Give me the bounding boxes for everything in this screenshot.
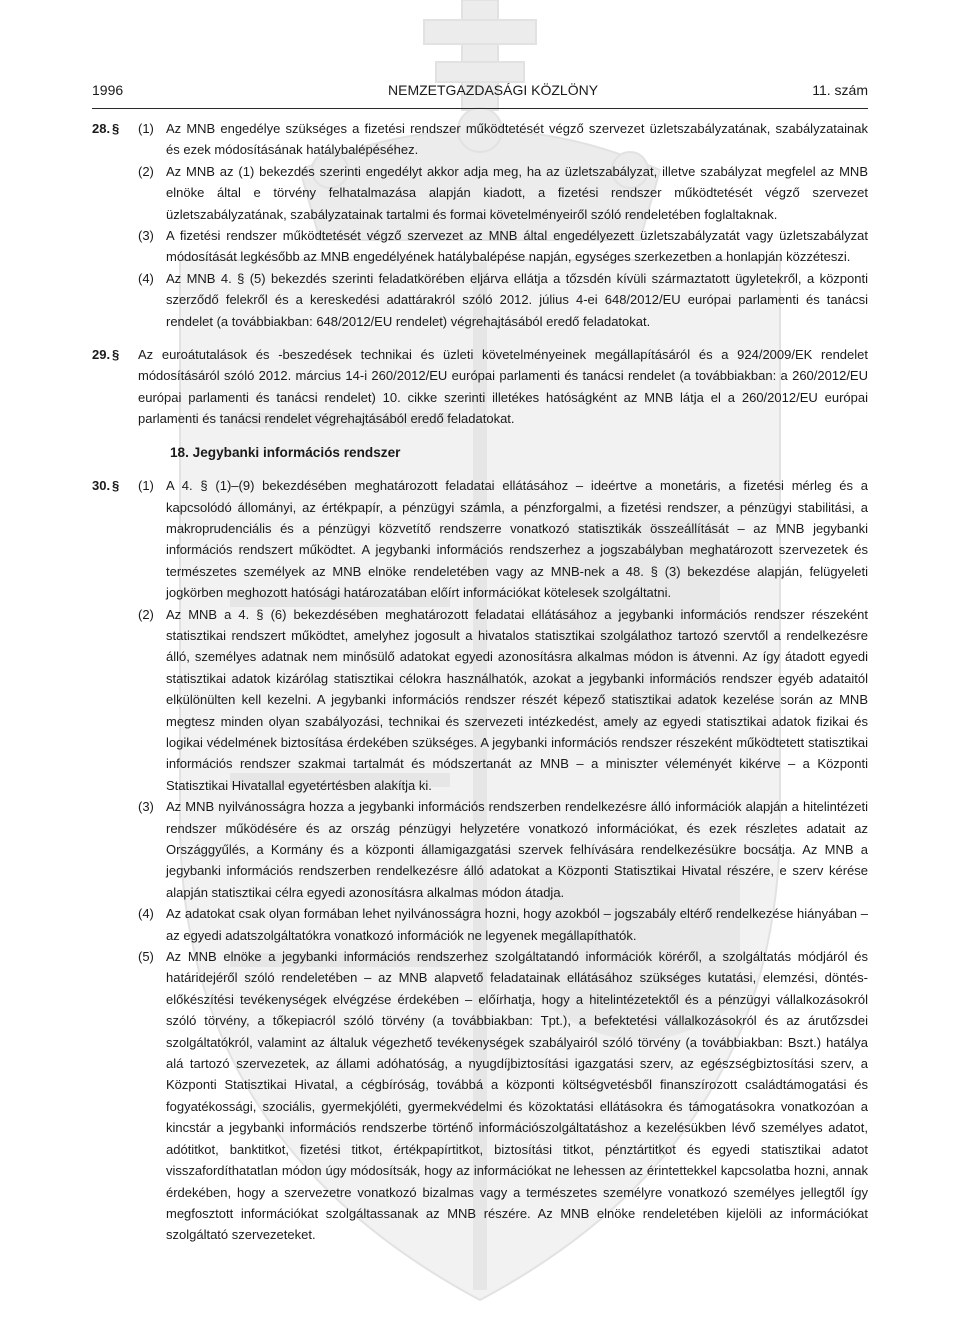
section-body (138, 475, 868, 1246)
paragraph-number: (2) (138, 606, 154, 622)
section-number: 30. (92, 478, 111, 494)
paragraph (138, 796, 868, 903)
journal-title: NEMZETGAZDASÁGI KÖZLÖNY (388, 82, 599, 98)
section-sign: § (112, 347, 120, 363)
section-sign: § (112, 478, 120, 494)
paragraph-text: Az MNB engedélye szükséges a fizetési rendszer működtetését végző szervezet üzletszabályzatának, szabályzatainak és ezek módosításának hatálybalépéséhez. (166, 121, 868, 158)
page-header (92, 82, 868, 102)
section-28 (92, 118, 868, 332)
paragraph (138, 604, 868, 797)
paragraph-number: (1) (138, 121, 154, 136)
paragraph-number: (5) (138, 949, 154, 965)
paragraph (138, 161, 868, 225)
paragraph (138, 225, 868, 268)
paragraph (138, 268, 868, 332)
section-body (138, 118, 868, 332)
paragraph-number: (4) (138, 906, 154, 922)
paragraph-text: A 4. § (1)–(9) bekezdésében meghatározott feladatai ellátásához – ideértve a monetáris, a fizetési mérleg és a kapcsolódó állományi, az értékpapír, a pénzügyi számla, a pénzforgalmi, a fizetési rendszer, a pénzügyi stabilitási, a makroprudenciális és a pénzügyi közvetítő rendszerre vonatkozó statisztikák összeállítását – az MNB jegybanki információs rendszert működtet. A jegybanki információs rendszerhez a jogszabályban meghatározott szervezetek és természetes személyek az MNB elnöke rendeletében vagy az MNB-nek a 48. § (3) bekezdése alapján, felügyeleti jogkörben meghozott hatósági határozatában előírt információkat kötelesek szolgáltatni. (166, 478, 868, 601)
header-divider (92, 108, 868, 109)
section-text: Az euroátutalások és -beszedések technikai és üzleti követelményeinek megállapításáról és a 924/2009/EK rendelet módosításáról szóló 2012. március 14-i 260/2012/EU európai parlamenti és tanácsi rendelet (a továbbiakban: a 260/2012/EU európai parlamenti és tanácsi rendelet) 10. cikke szerinti illetékes hatóságként az MNB látja el a 260/2012/EU európai parlamenti és tanácsi rendelet végrehajtásából eredő feladatokat. (138, 347, 868, 427)
paragraph-text: Az MNB elnöke a jegybanki információs rendszerhez szolgáltatandó információk köréről, a szolgáltatás módjáról és határidejéről szóló rendeletében – az MNB alapvető feladatainak ellátásához szükséges kutatási, elemzési, döntés-előkészítési tevékenységek elvégzése érdekében – előírhatja, hogy a hitelintézetektől és a pénzügyi vállalkozásokról szóló törvény, a tőkepiacról szóló törvény (a továbbiakban: Tpt.), a befektetési vállalkozásokról és az árutőzsdei szolgáltatókról, valamint az általuk végezhető tevékenységek szabályairól szóló törvény (a továbbiakban: Bszt.) hatálya alá tartozó szervezetek, az állami adóhatóság, a nyugdíjbiztosítási igazgatási szerv, az egészségbiztosítási szerv, a Központi Statisztikai Hivatal, a cégbíróság, továbbá a központi költségvetésből finanszírozott családtámogatási és fogyatékossági, szociális, gyermekjóléti, gyermekvédelmi és közoktatási ellátásokra és támogatásokra vonatkozóan a kincstár a jegybanki információs rendszerbe történő információszolgáltatáshoz a kezelésükben lévő személyes adatot, adótitkot, banktitkot, fizetési titkot, értékpapírtitkot, biztosítási titkot, pénztártitkot és egyedi statisztikai adatot visszafordíthatatlan módon úgy módosítsák, hogy az információkat ne lehessen az érintettekkel kapcsolatba hozni, annak érdekében, hogy a szervezetre vonatkozó bizalmas vagy a természetes személyre vonatkozó személyes jellegtől így megfosztott információkat szolgáltassanak az MNB részére. Az MNB elnöke rendeletében kijelöli az információkat szolgáltató szervezeteket. (166, 949, 868, 1243)
paragraph-text: A fizetési rendszer működtetését végző szervezet az MNB által engedélyezett üzletszabályzatát vagy üzletszabályzat módosítását legkésőbb az MNB engedélyének hatálybalépése napján, egységes szerkezetben a honlapján közzéteszi. (166, 228, 868, 265)
section-29 (92, 344, 868, 430)
paragraph-text: Az MNB 4. § (5) bekezdés szerinti feladatkörében eljárva ellátja a tőzsdén kívüli származtatott ügyletekről, a központi szerződő felekről és a kereskedési adattárakról szóló 2012. július 4-ei 648/2012/EU európai parlamenti és tanácsi rendelet (a továbbiakban: 648/2012/EU rendelet) végrehajtásából eredő feladatokat. (166, 270, 868, 329)
paragraph-text: Az adatokat csak olyan formában lehet nyilvánosságra hozni, hogy azokból – jogszabály eltérő rendelkezése hiányában – az egyedi adatszolgáltatókra vonatkozó információk ne legyenek megállapíthatók. (166, 906, 868, 943)
paragraph-number: (3) (138, 799, 154, 815)
paragraph-text: Az MNB nyilvánosságra hozza a jegybanki információs rendszerben rendelkezésre álló információk alapján a hitelintézeti rendszer működésére és az ország pénzügyi helyzetére vonatkozó információkat, és ezek részletes adatait az Országgyűlés, a Kormány és a központi államigazgatási szervek felhívására rendelkezésükre bocsátja. Az MNB a jegybanki információs rendszerben rendelkezésre álló adatokat a Központi Statisztikai Hivatal részére, e szerv kérése alapján statisztikai célra egyedi azonosításra alkalmas módon átadja. (166, 799, 868, 900)
paragraph-number: (3) (138, 228, 154, 244)
section-30 (92, 475, 868, 1246)
paragraph-text: Az MNB a 4. § (6) bekezdésében meghatározott feladatai ellátásához a jegybanki információs rendszer részeként statisztikai rendszert működtet, amelyhez jogosult a hivatalos statisztikai szolgálathoz tartozó szervtől a rendelkezésre álló, személyes adatnak nem minősülő adatokat egyedi azonosításra alkalmas módon is átvenni. Az így átadott egyedi statisztikai adatok kizárólag statisztikai célokra használhatók, azokat a jegybanki információs rendszer egyéb adataitól elkülönülten kell kezelni. A jegybanki információs rendszer részét képező statisztikai adatok kezelése során az MNB megtesz minden olyan szabályozási, technikai és szervezeti intézkedést, amely az egyedi statisztikai adatok fizikai és logikai védelmének biztosítása érdekében szükséges. A jegybanki információs rendszer részeként működtetett statisztikai információs rendszer szakmai tartalmát és módszertanát az MNB – a miniszter véleményét kikérve – a Központi Statisztikai Hivatallal egyetértésben alakítja ki. (166, 606, 868, 793)
issue-number: 11. szám (812, 82, 868, 98)
chapter-heading: 18. Jegybanki információs rendszer (170, 444, 401, 460)
paragraph-text: Az MNB az (1) bekezdés szerinti engedélyt akkor adja meg, ha az üzletszabályzat, illetve szabályzat megfelel az MNB elnöke által e törvény felhatalmazása alapján kiadott, a fizetési rendszer működtetését végző szervezet üzletszabályzatának, szabályzatainak tartalmi és formai követelményeiről szóló rendeletében foglaltaknak. (166, 163, 868, 222)
page-number: 1996 (92, 82, 124, 98)
section-number: 28. (92, 121, 111, 136)
paragraph (138, 903, 868, 946)
paragraph-number: (2) (138, 163, 154, 179)
paragraph-number: (1) (138, 478, 154, 494)
paragraph-number: (4) (138, 270, 154, 286)
paragraph (138, 475, 868, 603)
document-body (92, 118, 868, 1246)
section-number: 29. (92, 347, 111, 363)
section-sign: § (112, 121, 120, 136)
paragraph (138, 118, 868, 161)
paragraph (138, 946, 868, 1246)
